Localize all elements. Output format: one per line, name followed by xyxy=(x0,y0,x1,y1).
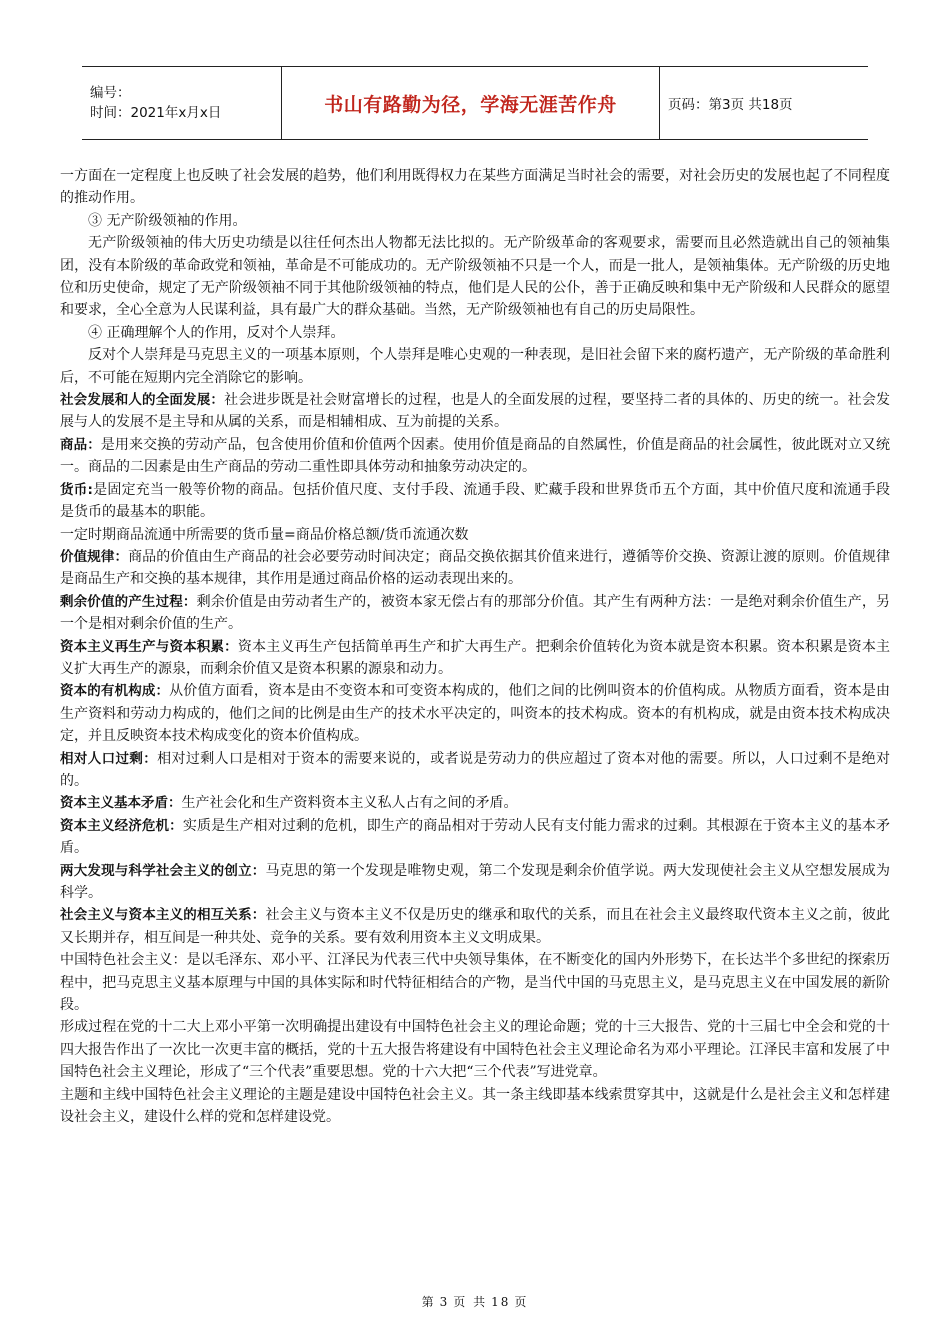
paragraph xyxy=(60,748,890,793)
paragraph-text: 社会主义与资本主义不仅是历史的继承和取代的关系，而且在社会主义最终取代资本主义之前，彼此又长期并存，相互间是一种共处、竞争的关系。要有效利用资本主义文明成果。 xyxy=(60,907,891,946)
paragraph-term: 资本主义经济危机： xyxy=(60,817,183,834)
page-header xyxy=(82,66,868,140)
paragraph xyxy=(60,524,890,546)
paragraph xyxy=(60,210,890,232)
paragraph xyxy=(60,636,890,681)
paragraph xyxy=(60,232,890,322)
paragraph-text: 商品的价值由生产商品的社会必要劳动时间决定；商品交换依据其价值来进行，遵循等价交换、资源让渡的原则。价值规律是商品生产和交换的基本规律，其作用是通过商品价格的运动表现出来的。 xyxy=(60,548,890,588)
paragraph xyxy=(60,322,890,344)
paragraph-text: 形成过程在党的十二大上邓小平第一次明确提出建设有中国特色社会主义的理论命题；党的十三大报告、党的十三届七中全会和党的十四大报告作出了一次比一次更丰富的概括，党的十五大报告将建设有中国特色社会主义理论命名为邓小平理论。江泽民丰富和发展了中国特色社会主义理论，形成了“三个代表”重要思想。党的十六大把“三个代表”写进党章。 xyxy=(60,1019,890,1081)
footer-page-mid: 页 共 xyxy=(453,1295,488,1309)
paragraph-term: 相对人口过剩： xyxy=(60,750,158,767)
paragraph-text: 从价值方面看，资本是由不变资本和可变资本构成的，他们之间的比例叫资本的价值构成。从物质方面看，资本是由生产资料和劳动力构成的，他们之间的比例是由生产的技术水平决定的，叫资本的技术构成。资本的有机构成，就是由资本技术构成决定，并且反映资本技术构成变化的资本价值构成。 xyxy=(60,683,891,745)
paragraph-text: 相对过剩人口是相对于资本的需要来说的，或者说是劳动力的供应超过了资本对他的需要。所以，人口过剩不是绝对的。 xyxy=(60,750,890,789)
footer-total-pages: 18 xyxy=(491,1295,511,1309)
footer-page-suffix: 页 xyxy=(514,1295,529,1309)
paragraph-text: 无产阶级领袖的伟大历史功绩是以往任何杰出人物都无法比拟的。无产阶级革命的客观要求，需要而且必然造就出自己的领袖集团，没有本阶级的革命政党和领袖，革命是不可能成功的。无产阶级领袖不只是一个人，而是一批人，是领袖集体。无产阶级的历史地位和历史使命，规定了无产阶级领袖不同于其他阶级领袖的特点，他们是人民的公仆，善于正确反映和集中无产阶级和人民群众的愿望和要求，全心全意为人民谋利益，具有最广大的群众基础。当然，无产阶级领袖也有自己的历史局限性。 xyxy=(60,235,890,319)
header-page-info: 页码：第3页 共18页 xyxy=(668,97,793,113)
paragraph-term: 资本主义基本矛盾： xyxy=(60,795,182,812)
document-body xyxy=(60,165,890,1128)
paragraph xyxy=(60,1016,890,1083)
header-meta xyxy=(82,67,282,139)
document-number-label: 编号： xyxy=(90,85,131,101)
paragraph xyxy=(60,792,890,814)
paragraph xyxy=(60,1084,890,1129)
footer-page-number: 3 xyxy=(439,1295,450,1309)
paragraph xyxy=(60,434,890,479)
paragraph xyxy=(60,591,890,636)
paragraph-term: 资本的有机构成： xyxy=(60,683,170,700)
paragraph-text: 是固定充当一般等价物的商品。包括价值尺度、支付手段、流通手段、贮藏手段和世界货币五个方面，其中价值尺度和流通手段是货币的最基本的职能。 xyxy=(60,481,890,521)
paragraph-term: 货币: xyxy=(60,481,93,498)
paragraph-term: 社会发展和人的全面发展： xyxy=(60,392,225,409)
paragraph xyxy=(60,389,890,434)
paragraph-text: 是用来交换的劳动产品，包含使用价值和价值两个因素。使用价值是商品的自然属性，价值是商品的社会属性，彼此既对立又统一。商品的二因素是由生产商品的劳动二重性即具体劳动和抽象劳动决定的。 xyxy=(60,436,891,476)
paragraph-text: ④ 正确理解个人的作用，反对个人崇拜。 xyxy=(88,324,345,341)
paragraph-text: 实质是生产相对过剩的危机，即生产的商品相对于劳动人民有支付能力需求的过剩。其根源在于资本主义的基本矛盾。 xyxy=(60,817,891,857)
paragraph-term: 价值规律： xyxy=(60,548,129,565)
page-footer xyxy=(0,1293,950,1310)
paragraph-text: 主题和主线中国特色社会主义理论的主题是建设中国特色社会主义。其一条主线即基本线索贯穿其中，这就是什么是社会主义和怎样建设社会主义，建设什么样的党和怎样建设党。 xyxy=(60,1086,890,1126)
paragraph xyxy=(60,165,890,210)
paragraph xyxy=(60,860,890,905)
paragraph-text: 资本主义再生产包括简单再生产和扩大再生产。把剩余价值转化为资本就是资本积累。资本积累是资本主义扩大再生产的源泉，而剩余价值又是资本积累的源泉和动力。 xyxy=(60,638,891,677)
paragraph-text: 一方面在一定程度上也反映了社会发展的趋势，他们利用既得权力在某些方面满足当时社会的需要，对社会历史的发展也起了不同程度的推动作用。 xyxy=(60,168,890,207)
paragraph xyxy=(60,949,890,1016)
paragraph xyxy=(60,815,890,860)
footer-page-prefix: 第 xyxy=(421,1295,436,1309)
paragraph xyxy=(60,546,890,591)
paragraph-term: 社会主义与资本主义的相互关系： xyxy=(60,907,266,924)
paragraph-text: 一定时期商品流通中所需要的货币量=商品价格总额/货币流通次数 xyxy=(60,526,469,543)
paragraph xyxy=(60,680,890,747)
paragraph-text: 马克思的第一个发现是唯物史观，第二个发现是剩余价值学说。两大发现使社会主义从空想发展成为科学。 xyxy=(60,862,891,901)
paragraph xyxy=(60,344,890,389)
paragraph xyxy=(60,904,890,949)
paragraph-term: 两大发现与科学社会主义的创立： xyxy=(60,862,266,879)
paragraph-text: 生产社会化和生产资料资本主义私人占有之间的矛盾。 xyxy=(181,795,518,812)
paragraph-term: 资本主义再生产与资本积累： xyxy=(60,638,238,655)
paragraph-term: 剩余价值的产生过程： xyxy=(60,593,197,610)
paragraph-term: 商品： xyxy=(60,436,101,453)
paragraph-text: 剩余价值是由劳动者生产的，被资本家无偿占有的那部分价值。其产生有两种方法：一是绝对剩余价值生产，另一个是相对剩余价值的生产。 xyxy=(60,593,891,633)
paragraph-text: 社会进步既是社会财富增长的过程，也是人的全面发展的过程，要坚持二者的具体的、历史的统一。社会发展与人的发展不是主导和从属的关系，而是相辅相成、互为前提的关系。 xyxy=(60,392,891,431)
paragraph-text: ③ 无产阶级领袖的作用。 xyxy=(88,212,247,229)
paragraph-text: 中国特色社会主义：是以毛泽东、邓小平、江泽民为代表三代中央领导集体，在不断变化的国内外形势下，在长达半个多世纪的探索历程中，把马克思主义基本原理与中国的具体实际和时代特征相结合的产物，是当代中国的马克思主义，是马克思主义在中国发展的新阶段。 xyxy=(60,952,890,1014)
header-motto: 书山有路勤为径，学海无涯苦作舟 xyxy=(282,67,660,139)
paragraph xyxy=(60,479,890,524)
document-time-label: 时间：2021年x月x日 xyxy=(90,105,222,121)
paragraph-text: 反对个人崇拜是马克思主义的一项基本原则，个人崇拜是唯心史观的一种表现，是旧社会留下来的腐朽遗产，无产阶级的革命胜利后，不可能在短期内完全消除它的影响。 xyxy=(60,347,890,386)
